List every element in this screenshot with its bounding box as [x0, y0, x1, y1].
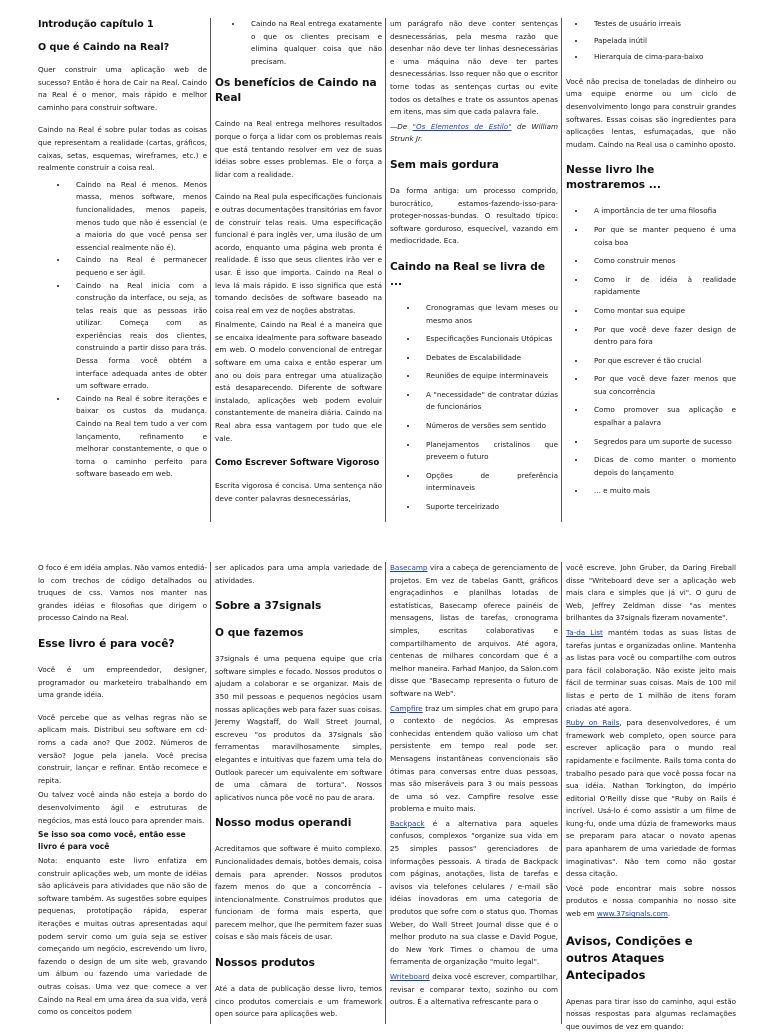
- list-item: • Caindo na Real é permanecer pequeno e ser ágil.: [68, 254, 207, 279]
- section-heading-about: Sobre a 37signals: [215, 600, 322, 613]
- section-heading-benefits: Os benefícios de Caindo na Real: [215, 77, 377, 105]
- list-item: • Como construir menos: [586, 255, 736, 268]
- paragraph: Você não precisa de toneladas de dinheiro ou uma equipe enorme ou um ciclo de desenvolvimento longo para construir grandes softwares. Essas coisas são ingredientes para aplicações lentas, esfumaçadas, que não mudam. Caindo na Real usa o caminho oposto.: [566, 76, 736, 149]
- top-column-2: [210, 18, 385, 522]
- paragraph: Você é um empreendedor, designer, programador ou marketeiro trabalhando em uma grande idéia.: [38, 664, 207, 700]
- citation-prefix: —De: [390, 121, 408, 131]
- period: .: [667, 909, 671, 919]
- list-item: • Caindo na Real inicia com a construção da interface, ou seja, as telas reais que as pessoas irão utilizar. Começa com as experiências reais dos clientes, construindo a partir disso para trás. Dessa forma você obtém a interface adequada antes de obter um software errado.: [68, 280, 207, 393]
- bullet-list: [566, 205, 736, 498]
- list-item: • Suporte terceirizado: [418, 501, 558, 514]
- paragraph: Caindo na Real pula especificações funcionais e outras documentações transitórias em favor de construir telas reais. Uma especificação funcional é para inglês ver, uma ilusão de um acordo, enquanto uma página web pronta é realidade. É isso que seus clientes irão ver e usar. É isso que importa. Caindo na Real o leva lá mais rápido. E isso significa que está tomando decisões de software baseado na coisa real em vez de noções abstratas.: [215, 192, 382, 315]
- paragraph: Caindo na Real é sobre pular todas as coisas que representam a realidade (cartas, gráficos, caixas, setas, esquemas, wireframes, etc.) e realmente construir a coisa real.: [38, 125, 207, 173]
- section-heading-for-you: Esse livro é para você?: [38, 637, 175, 650]
- list-item: • Como ir de idéia à realidade rapidamente: [586, 274, 736, 299]
- paragraph: O foco é em idéia amplas. Não vamos entediá-lo com trechos de código detalhados ou truques de css. Vamos nos manter nas grandes idéias e filosofias que dirigem o processo Caindo na Real.: [38, 563, 207, 623]
- list-item: • Dicas de como manter o momento depois do lançamento: [586, 454, 736, 479]
- top-page: [0, 18, 768, 522]
- backpack-link[interactable]: Backpack: [390, 818, 425, 828]
- paragraph: você escreve. John Gruber, da Daring Fireball disse "Writeboard deve ser a aplicação web mais clara e simples que já vi". O guru de Web, Jeffrey Zeldman disse "as mentes brilhantes da 37signals fizeram novamente".: [566, 563, 736, 623]
- section-heading-notices: Avisos, Condições e outros Ataques Antecipados: [566, 933, 693, 982]
- citation: [390, 121, 558, 146]
- tadalist-link[interactable]: Ta-da List: [566, 627, 603, 637]
- list-item: • Especificações Funcionais Utópicas: [418, 333, 558, 346]
- section-heading-how: Como Escrever Software Vigoroso: [215, 458, 380, 469]
- bottom-column-4: [561, 562, 739, 1031]
- list-item: • Hierarquia de cima-para-baixo: [586, 51, 736, 64]
- bullet-list: [566, 18, 736, 64]
- list-item: • Caindo na Real é sobre iterações e baixar os custos da mudança. Caindo na Real tem tudo a ver com lançamento, refinamento e melhorar constantemente, o que o torna o caminho perfeito para software baseado em web.: [68, 393, 207, 481]
- rails-link[interactable]: Ruby on Rails: [566, 718, 620, 728]
- list-item: • Números de versões sem sentido: [418, 420, 558, 433]
- list-item: • Opções de preferência interminaveis: [418, 470, 558, 495]
- paragraph-text: deixa você escrever, compartilhar, revisar e comparar texto, sozinho ou com outros. É a alternativa refrescante para o: [390, 972, 558, 1007]
- paragraph: ser aplicados para uma ampla variedade de atividades.: [215, 563, 382, 585]
- list-item: • Testes de usuário irreais: [586, 18, 736, 31]
- section-heading-what: O que é Caindo na Real?: [38, 42, 170, 53]
- list-item: • Segredos para um suporte de sucesso: [586, 436, 736, 449]
- list-item: • A "necessidade" de contratar dúzias de funcionários: [418, 389, 558, 414]
- paragraph: Nota: enquanto este livro enfatiza em construir aplicações web, um monte de idéias são aplicáveis para atividades que não são de software também. As sugestões sobre equipes pequenas, prototipação rápida, esperar iterações e muitas outras apresentadas aqui podem servir como um guia seja se estiver começando um negócio, escrevendo um livro, fazendo o design de um site web, gravando um álbum ou fazendo uma variedade de outras coisas. Uma vez que comece a ver Caindo na Real em uma área da sua vida, verá como os conceitos podem: [38, 856, 207, 1017]
- paragraph-text: , para desenvolvedores, é um framework web completo, open source para escrever aplicação para o mundo real rapidamente e facilmente. Rails toma conta do trabalho pesado para que você possa focar na sua idéia. Nathan Torkington, do império editorial O'Reilly disse que "Ruby on Rails é incrível. Usá-lo é como assistir a um filme de kung-fu, onde uma dúzia de frameworks maus se preparam para atacar o novato apenas para apanharem de uma variedade de formas imaginativas". Não tem como não gostar dessa citação.: [566, 718, 736, 879]
- list-item: • Caindo na Real é menos. Menos massa, menos software, menos funcionalidades, menos papeis, menos tudo que não é essencial (e a maioria do que você pensa ser essencial realmente não é).: [68, 179, 207, 255]
- list-item: • Como montar sua equipe: [586, 305, 736, 318]
- list-item: • Reuniões de equipe interminaveis: [418, 370, 558, 383]
- paragraph: 37signals é uma pequena equipe que cria software simples e focado. Nossos produtos o ajudam a colaborar e se organizar. Mais de 350 mil pessoas e pequenos negócios usam nossas aplicações web para fazer suas coisas. Jeremy Wagstaff, do Wall Street Journal, escreveu "os produtos da 37signals são ferramentas maravilhosamente simples, elegantes e intuitivas que fazem uma tela do Outlook parecer um equivalente em software de uma câmara de tortura". Nossos aplicativos nunca põe você no pau de arara.: [215, 654, 382, 802]
- product-paragraph-backpack: [390, 818, 558, 969]
- list-item: • Por que escrever é tão crucial: [586, 355, 736, 368]
- basecamp-link[interactable]: Basecamp: [390, 563, 428, 572]
- bottom-column-2: [210, 562, 385, 1024]
- bullet-list: [390, 302, 558, 514]
- chapter-title: Introdução capítulo 1: [38, 19, 154, 30]
- product-paragraph-writeboard: [390, 971, 558, 1009]
- section-heading-show: Nesse livro lhe mostraremos ...: [566, 164, 661, 192]
- section-heading-products: Nossos produtos: [215, 957, 315, 970]
- section-heading-fat: Sem mais gordura: [390, 158, 499, 171]
- paragraph: Caindo na Real entrega melhores resultados porque o força a lidar com os problemas reais que está tentando resolver em vez de suas idéias sobre esses problemas. Ele o força a lidar com a realidade.: [215, 119, 382, 179]
- bottom-column-3: [385, 562, 561, 1024]
- site-link[interactable]: www.37signals.com: [596, 909, 668, 919]
- paragraph-text: é a alternativa para aqueles confusos, complexos "organize sua vida em 25 simples passos" gerenciadores de informações pessoais. A tirada de Backpack com páginas, anotações, lista de tarefas e avisos via telefones celulares / e-mail são idéias inovadoras em uma categoria de produtos que sofre com o status quo. Thomas Weber, do Wall Street Journal disse que é o melhor produto na sua classe e David Pogue, do New York Times o chamou de uma ferramenta de organização "muito legal".: [390, 818, 558, 967]
- paragraph: Até a data de publicação desse livro, temos cinco produtos comerciais e um framework open source para aplicações web.: [215, 984, 382, 1019]
- citation-suffix: de William Strunk Jr.: [390, 121, 558, 144]
- product-paragraph-basecamp: [390, 562, 558, 701]
- list-item: • Papelada inútil: [586, 35, 736, 48]
- list-item: • Planejamentos cristalinos que preveem o futuro: [418, 439, 558, 464]
- paragraph-text: vira a cabeça de gerenciamento de projetos. Em vez de tabelas Gantt, gráficos engraçadinhos e planilhas lotadas de estatísticas, Basecamp oferece painéis de mensagens, listas de tarefas, cronograma simples, escritas colaborativas e compartilhamento de arquivos. Até agora, centenas de milhares concordam que é a melhor maneira. Farhad Manjoo, da Salon.com disse que "Basecamp representa o futuro de software na Web".: [390, 563, 558, 698]
- paragraph: Finalmente, Caindo na Real é a maneira que se encaixa idealmente para software baseado em web. O modelo convencional de entregar software em uma caixa e então esperar um ano ou dois para entregar uma atualização está desaparecendo. Diferente de software instalado, aplicações web podem evoluir constantemente de maneira diária. Caindo na Real abra essa vantagem por tudo que ele vale.: [215, 320, 382, 443]
- paragraph-text: traz um simples chat em grupo para o contexto de negócios. As empresas conhecidas entendem quão valioso um chat persistente em tempo real pode ser. Mensagens instantâneas convencionais são ótimas para conversas entre duas pessoas, mas são miseráveis para 3 ou mais pessoas de uma só vez. Campfire resolve esse problema e muito mais.: [390, 703, 558, 814]
- paragraph: Acreditamos que software é muito complexo. Funcionalidades demais, botões demais, coisa demais para aprender. Nossos produtos fazem menos do que a concorrência – intencionalmente. Construímos produtos que funcionam de forma mais esperta, que parecem melhor, que lhe permitem fazer suas coisas e são mais fáceis de usar.: [215, 844, 382, 942]
- top-column-4: [561, 18, 739, 522]
- top-column-1: [34, 18, 210, 522]
- list-item: • Debates de Escalabilidade: [418, 352, 558, 365]
- subheading-if-this: Se isso soa como você, então esse livro é para você: [38, 830, 186, 852]
- list-item: • Por que você deve fazer design de dentro para fora: [586, 324, 736, 349]
- list-item: • Cronogramas que levam meses ou mesmo anos: [418, 302, 558, 327]
- paragraph: Quer construir uma aplicação web de sucesso? Então é hora de Cair na Real. Caindo na Real é o menor, mais rápido e melhor caminho para construir software.: [38, 65, 207, 112]
- list-item: • Caindo na Real entrega exatamente o que os clientes precisam e elimina qualquer coisa que não precisam.: [243, 18, 382, 68]
- section-heading-what-we-do: O que fazemos: [215, 627, 304, 640]
- paragraph: Da forma antiga: um processo comprido, burocrático, estamos-fazendo-isso-para-proteger-nossas-bundas. O resultado típico: software gorduroso, esquecível, vazando em mediocridade. Eca.: [390, 185, 558, 246]
- paragraph: Você percebe que as velhas regras não se aplicam mais. Distribui seu software em cd-roms a cada ano? Que 2002. Números de versão? Jogue pela janela. Você precisa construir, lançar e refinar. Então recomece e repita.: [38, 712, 207, 785]
- paragraph: Escrita vigorosa é concisa. Uma sentença não deve conter palavras desnecessárias,: [215, 481, 382, 503]
- citation-link[interactable]: "Os Elementos de Estilo": [412, 121, 512, 131]
- product-paragraph-rails: [566, 717, 736, 881]
- list-item: • ... e muito mais: [586, 485, 736, 498]
- section-heading-rid: Caindo na Real se livra de ...: [390, 260, 546, 288]
- list-item: • Como promover sua aplicação e espalhar a palavra: [586, 404, 736, 429]
- product-paragraph-campfire: [390, 703, 558, 816]
- list-item: • A importância de ter uma filosofia: [586, 205, 736, 218]
- paragraph-website: [566, 883, 736, 921]
- bottom-page: [0, 562, 768, 1031]
- section-heading-modus: Nosso modus operandi: [215, 817, 352, 830]
- bullet-list: [215, 18, 382, 68]
- writeboard-link[interactable]: Writeboard: [390, 972, 430, 981]
- top-column-3: [385, 18, 561, 522]
- paragraph: um parágrafo não deve conter sentenças desnecessárias, pela mesma razão que desenhar não deve ter linhas desnecessárias e uma máquina não deve ter partes desnecessárias. Isso requer não que o escritor torne todas as sentenças curtas ou evite todos os detalhes e trate os assuntos apenas em itens, mas sim que cada palavra fale.: [390, 19, 558, 117]
- bottom-column-1: [34, 562, 210, 1024]
- paragraph: Apenas para tirar isso do caminho, aqui estão nossas respostas para algumas reclamações que ouvimos de vez em quando:: [566, 996, 736, 1031]
- paragraph: Ou talvez você ainda não esteja a bordo do desenvolvimento ágil e estruturas de negócios, mas está louco para aprender mais.: [38, 790, 207, 825]
- bullet-list: [38, 179, 207, 481]
- paragraph-text: mantém todas as suas listas de tarefas juntas e organizadas online. Mantenha as listas para você ou compartilhe com outros para fácil colaboração. Não existe jeito mais fácil de terminar suas coisas. Mais de 100 mil listas e perto de 1 milhão de itens foram criadas até agora.: [566, 627, 737, 713]
- list-item: • Por que você deve fazer menos que sua concorrência: [586, 373, 736, 398]
- product-paragraph-tadalist: [566, 627, 736, 715]
- campfire-link[interactable]: Campfire: [390, 703, 423, 713]
- list-item: • Por que se manter pequeno é uma coisa boa: [586, 224, 736, 249]
- paragraph-text: Você pode encontrar mais sobre nossos produtos e nossa companhia no nosso site web em: [566, 883, 736, 919]
